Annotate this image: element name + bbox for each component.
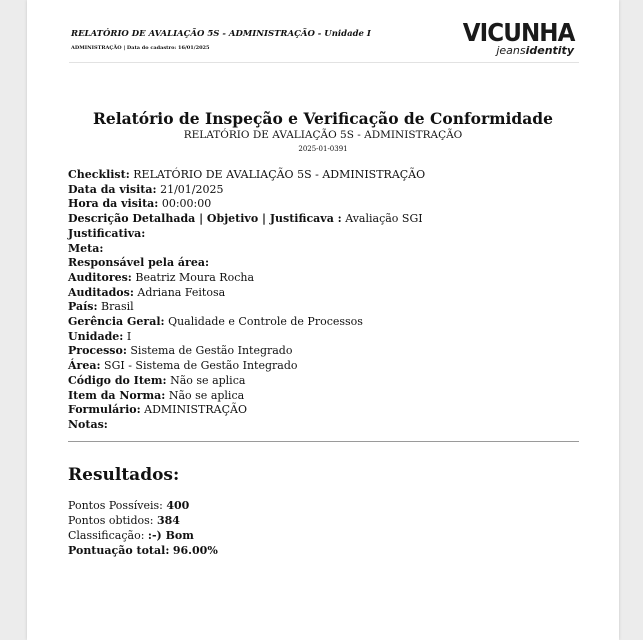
field-item-code <box>68 374 588 389</box>
document-subtitle: RELATÓRIO DE AVALIAÇÃO 5S - ADMINISTRAÇÃO <box>183 129 463 141</box>
field-label: Auditados: <box>68 285 134 299</box>
logo-tagline-light: jeans <box>496 44 526 57</box>
report-page <box>27 0 619 640</box>
field-label: Data da visita: <box>68 182 157 196</box>
field-label: Auditores: <box>68 270 132 284</box>
result-label: Pontos obtidos: <box>68 514 154 527</box>
results-heading: Resultados: <box>68 465 180 485</box>
result-value: 384 <box>156 514 180 527</box>
field-value: 00:00:00 <box>161 197 212 211</box>
field-value: 21/01/2025 <box>160 182 224 196</box>
document-code: 2025-01-0391 <box>298 145 348 153</box>
field-label: Unidade: <box>68 329 124 343</box>
result-classification <box>68 528 218 543</box>
field-visit-time <box>68 197 588 212</box>
result-value: 400 <box>166 499 190 512</box>
field-unit <box>68 330 588 345</box>
logo-tagline-bold: identity <box>525 44 574 57</box>
field-value: Brasil <box>101 300 134 314</box>
field-value: Não se aplica <box>168 388 245 402</box>
field-label: País: <box>68 300 98 314</box>
field-label: Processo: <box>68 344 127 358</box>
result-value: 96.00% <box>172 544 218 557</box>
header-title: RELATÓRIO DE AVALIAÇÃO 5S - ADMINISTRAÇÃO - Unidade I <box>71 29 371 39</box>
field-label: Meta: <box>68 241 104 255</box>
field-label: Item da Norma: <box>68 388 166 402</box>
field-visit-date <box>68 183 588 198</box>
section-divider <box>68 441 579 442</box>
field-label: Checklist: <box>68 168 130 181</box>
result-obtained-points <box>68 513 218 528</box>
result-possible-points <box>68 498 218 513</box>
field-justification <box>68 227 588 242</box>
field-area-owner <box>68 256 588 271</box>
field-label: Hora da visita: <box>68 197 159 211</box>
field-value: Adriana Feitosa <box>137 285 226 299</box>
field-country <box>68 300 588 315</box>
field-label: Notas: <box>68 417 108 431</box>
field-label: Área: <box>68 359 101 373</box>
field-description <box>68 212 588 227</box>
report-header <box>71 29 371 51</box>
result-label: Pontos Possíveis: <box>68 499 163 512</box>
result-total-score <box>68 543 218 558</box>
logo-wordmark: VICUNHA <box>462 18 574 47</box>
result-value: :-) Bom <box>147 529 194 542</box>
field-label: Formulário: <box>68 403 141 417</box>
header-divider <box>69 62 579 63</box>
field-label: Gerência Geral: <box>68 315 165 329</box>
field-label: Código do Item: <box>68 373 167 387</box>
results-block <box>68 498 218 558</box>
result-label: Pontuação total: <box>68 544 170 557</box>
report-fields <box>68 168 588 433</box>
field-standard-item <box>68 389 588 404</box>
field-value: I <box>126 329 132 343</box>
field-value: RELATÓRIO DE AVALIAÇÃO 5S - ADMINISTRAÇÃO <box>133 168 426 181</box>
field-audited <box>68 286 588 301</box>
field-value: Não se aplica <box>170 373 246 387</box>
field-label: Justificativa: <box>68 226 146 240</box>
field-value: Sistema de Gestão Integrado <box>130 344 293 358</box>
field-value: Avaliação SGI <box>345 212 423 226</box>
company-logo <box>453 20 575 57</box>
result-label: Classificação: <box>68 529 145 542</box>
field-checklist <box>68 168 588 183</box>
field-area <box>68 359 588 374</box>
field-auditors <box>68 271 588 286</box>
field-management <box>68 315 588 330</box>
field-value: ADMINISTRAÇÃO <box>144 403 247 417</box>
document-title-block <box>27 109 619 155</box>
field-value: SGI - Sistema de Gestão Integrado <box>104 359 298 373</box>
field-notes <box>68 418 588 433</box>
document-title: Relatório de Inspeção e Verificação de Conformidade <box>92 109 554 128</box>
header-subtitle: ADMINISTRAÇÃO | Data do cadastro: 16/01/2025 <box>71 45 210 51</box>
field-form <box>68 403 588 418</box>
field-process <box>68 344 588 359</box>
field-goal <box>68 242 588 257</box>
field-value: Beatriz Moura Rocha <box>135 270 255 284</box>
field-label: Responsável pela área: <box>68 256 210 270</box>
field-value: Qualidade e Controle de Processos <box>168 315 363 329</box>
field-label: Descrição Detalhada | Objetivo | Justificava : <box>68 212 342 226</box>
